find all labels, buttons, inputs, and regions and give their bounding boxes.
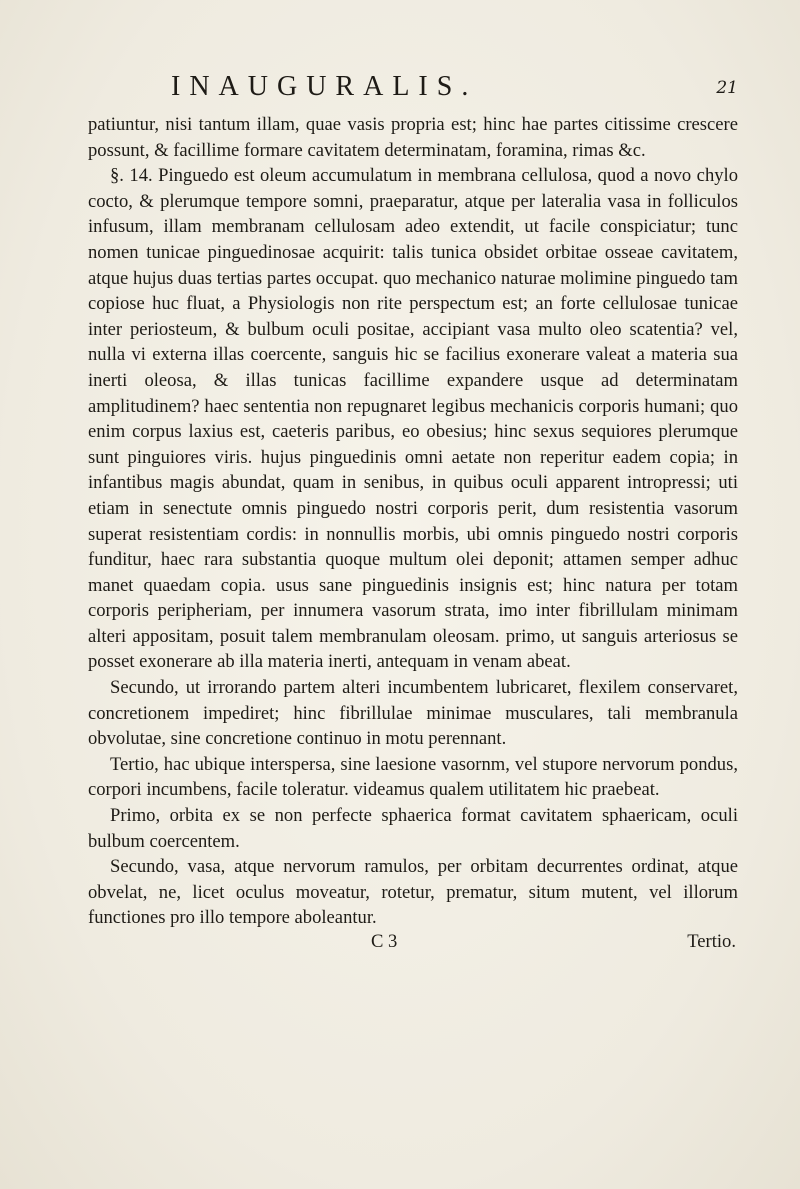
running-head [88, 72, 738, 112]
page-number: 21 [716, 78, 738, 98]
body-text [88, 112, 738, 931]
paragraph-secundo: Secundo, ut irrorando partem alteri incumbentem lubricaret, flexilem conservaret, concretionem impediret; hinc fibrillulae minimae musculares, tali membranula obvolutae, sine concretione continuo in motu perennant. [88, 677, 738, 750]
paragraph-continuation: patiuntur, nisi tantum illam, quae vasis propria est; hinc hae partes citissime crescere possunt, & facillime formare cavitatem determinatam, foramina, rimas &c. [88, 114, 738, 161]
paragraph-section-14: §. 14. Pinguedo est oleum accumulatum in membrana cellulosa, quod a novo chylo cocto, & plerumque tempore somni, praeparatur, atque per lateralia vasa in folliculos infusum, illam membranam cellulosam adeo extendit, ut facile conspiciatur; tunc nomen tunicae pinguedinosae acquirit: talis tunica obsidet orbitae osseae cavitatem, atque hujus duas tertias partes occupat. quo mechanico naturae molimine pinguedo tam copiose huc fluat, a Physiologis non rite perspectum est; an forte cellulosae tunicae inter periosteum, & bulbum oculi positae, accipiant vasa multo oleo scatentia? vel, nulla vi externa illas coercente, sanguis hic se facilius exonerare valeat a materia sua inerti oleosa, & illas tunicas facillime expandere usque ad determinatam amplitudinem? haec sententia non repugnaret legibus mechanicis corporis humani; quo enim corpus laxius est, caeteris paribus, eo obesius; hinc sexus sequiores plerumque sunt pinguiores viris. hujus pinguedinis omni aetate non reperitur eadem copia; in infantibus magis abundat, quam in senibus, in quibus oculi apparent intropressi; uti etiam in senectute omnis pinguedo nostri corporis perit, dum resistentia vasorum superat resistentiam cordis: in nonnullis morbis, ubi omnis pinguedo nostri corporis funditur, haec rara substantia quoque multum olei deponit; attamen semper adhuc manet quaedam copia. usus sane pinguedinis insignis est; hinc natura per totam corporis peripheriam, per innumera vasorum strata, imo inter fibrillulam minimam alteri appositam, posuit talem membranulam oleosam. primo, ut sanguis arteriosus se posset exonerare ab illa materia inerti, antequam in venam abeat. [88, 165, 738, 673]
paragraph-primo: Primo, orbita ex se non perfecte sphaerica format cavitatem sphaericam, oculi bulbum coercentem. [88, 805, 738, 852]
running-title: INAUGURALIS. [171, 71, 478, 102]
signature-mark: C 3 [371, 931, 398, 952]
paragraph-secundo-vasa: Secundo, vasa, atque nervorum ramulos, per orbitam decurrentes ordinat, atque obvelat, ne, licet oculus moveatur, rotetur, prematur, situm mutent, vel illorum functiones pro illo tempore aboleantur. [88, 856, 738, 929]
catchword: Tertio. [687, 931, 736, 952]
page-footer [88, 931, 738, 959]
paragraph-tertio: Tertio, hac ubique interspersa, sine laesione vasornm, vel stupore nervorum pondus, corpori incumbens, facile toleratur. videamus qualem utilitatem hic praebeat. [88, 753, 738, 801]
